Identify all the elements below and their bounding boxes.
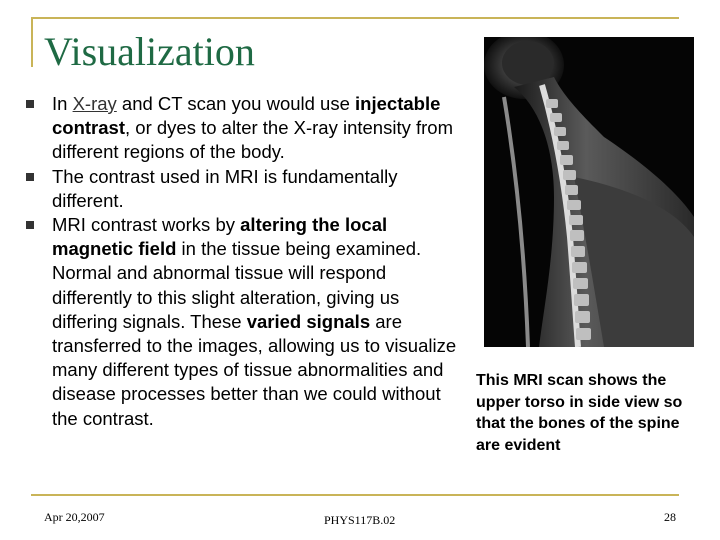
bullet-item-local-field: [26, 213, 466, 431]
bullet-bold-text: altering the local magnetic field: [52, 214, 388, 260]
xray-link[interactable]: X-ray: [72, 93, 117, 114]
footer-course: PHYS117B.02: [324, 513, 396, 527]
square-bullet-icon: [26, 173, 34, 181]
left-border-line: [31, 17, 33, 67]
slide-title: Visualization: [44, 29, 255, 74]
bullet-text: MRI contrast works by: [52, 214, 241, 236]
bullet-text: , or dyes to alter the X-ray intensity from different regions of the body.: [52, 117, 453, 163]
footer-line: [31, 494, 679, 496]
square-bullet-icon: [26, 100, 34, 108]
square-bullet-icon: [26, 221, 34, 229]
bullet-bold-text: varied signals: [246, 310, 371, 332]
bullet-text: in the tissue being examined. Normal and abnormal tissue will respond differently to this slight alteration, giving us differing signals. These: [52, 238, 422, 332]
bullet-item-xray: [26, 92, 466, 165]
bullet-list: [26, 92, 466, 431]
footer-date: Apr 20,2007: [44, 510, 105, 524]
mri-scan-image: [484, 37, 694, 347]
bullet-text: and CT scan you would use: [116, 93, 356, 114]
bullet-text: In: [52, 93, 73, 114]
bullet-item-mri-contrast: [26, 165, 466, 213]
bullet-text: are transferred to the images, allowing us to visualize many different types of tissue abnormalities and disease processes better than we could without the contrast.: [52, 310, 457, 429]
bullet-bold-text: injectable contrast: [52, 93, 441, 139]
page-number: 28: [664, 510, 676, 524]
top-border-line: [31, 17, 679, 19]
bullet-text: The contrast used in MRI is fundamentally different.: [52, 165, 398, 211]
image-caption: This MRI scan shows the upper torso in side view so that the bones of the spine are evident: [476, 372, 683, 454]
